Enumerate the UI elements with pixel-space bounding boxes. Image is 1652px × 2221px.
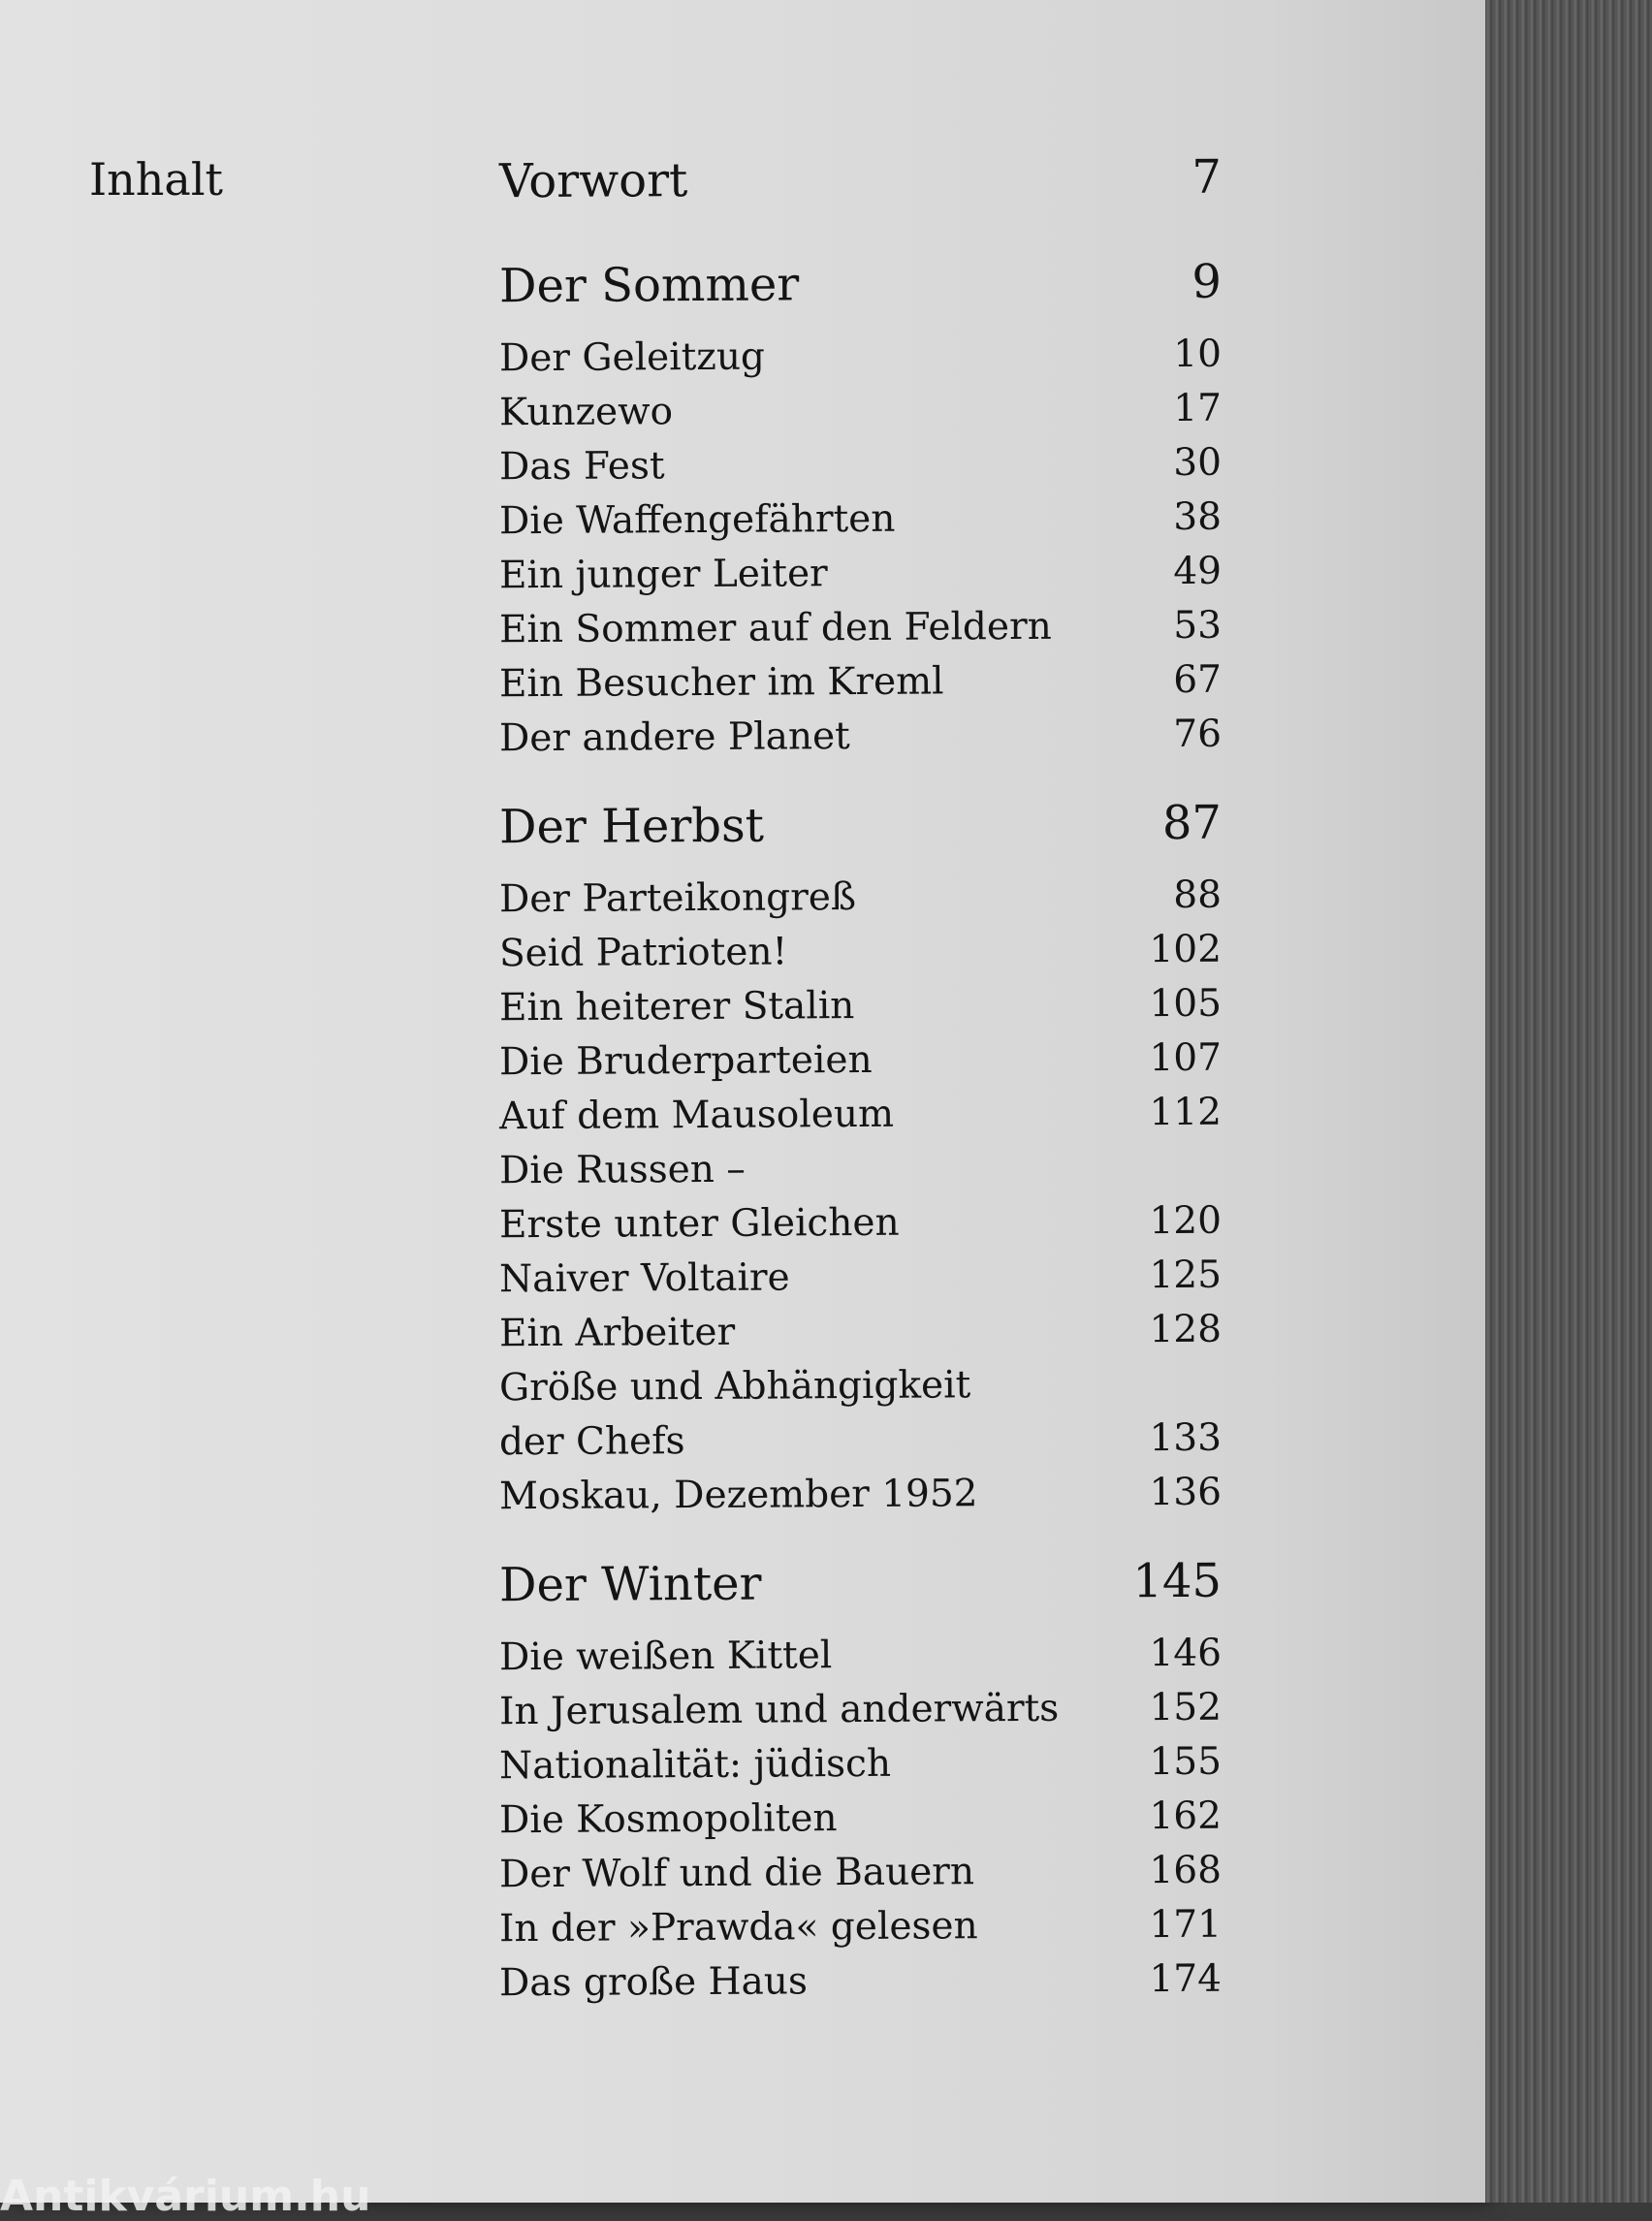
toc-section-title: Der Winter	[498, 1556, 762, 1613]
toc-entry-page: 102	[1149, 927, 1223, 972]
toc-entry-title: Auf dem Mausoleum	[498, 1092, 895, 1139]
toc-entry-title: Moskau, Dezember 1952	[498, 1472, 978, 1519]
toc-entry-title: Ein Arbeiter	[498, 1310, 736, 1356]
toc-entry-page: 107	[1149, 1035, 1223, 1081]
toc-entry	[499, 328, 1222, 387]
toc-entry-title: Ein Besucher im Kreml	[498, 659, 944, 707]
toc-entry	[499, 1681, 1222, 1740]
toc-entry-title: Die Kosmopoliten	[498, 1796, 838, 1843]
toc-section-header	[499, 789, 1222, 862]
toc-section-page: 87	[1161, 795, 1223, 851]
toc-entry-page: 76	[1173, 712, 1223, 757]
toc-entry	[499, 1086, 1222, 1145]
toc-section-entries	[499, 330, 1222, 764]
toc-section-winter	[499, 1549, 1222, 2009]
toc-entry-title: Kunzewo	[498, 390, 674, 435]
toc-entry-page: 7	[1191, 149, 1223, 205]
toc-entry	[499, 382, 1222, 441]
toc-entry	[499, 1627, 1222, 1686]
toc-entry	[499, 1735, 1222, 1794]
toc-entry-page: 10	[1173, 332, 1223, 377]
toc-entry-title: Die Russen –	[498, 1147, 746, 1193]
toc-section-sommer	[499, 250, 1222, 764]
toc-entry-title: Seid Patrioten!	[498, 930, 788, 976]
toc-entry	[499, 1031, 1222, 1091]
toc-entry-page: 162	[1149, 1793, 1223, 1839]
toc-entry-page: 155	[1149, 1739, 1223, 1785]
book-spine-shadow	[1485, 0, 1652, 2203]
toc-entry-title: Das große Haus	[498, 1959, 809, 2006]
toc-entry-title: Vorwort	[498, 153, 688, 209]
toc-entry-page: 67	[1173, 657, 1223, 703]
toc-entry-line1	[499, 1140, 1222, 1199]
toc-section-title: Der Sommer	[498, 257, 800, 314]
toc-entry-page: 168	[1149, 1848, 1223, 1893]
toc-entry-title: Nationalität: jüdisch	[498, 1741, 892, 1789]
toc-entry-title: Naiver Voltaire	[498, 1255, 790, 1302]
toc-section-entries	[499, 871, 1222, 1522]
toc-section-title: Der Herbst	[498, 798, 765, 855]
toc-entry-title: Ein Sommer auf den Feldern	[498, 604, 1052, 652]
toc-entry	[499, 1412, 1222, 1471]
toc-entry	[499, 923, 1222, 982]
toc-entry-vorwort	[499, 143, 1222, 216]
toc-entry-page: 152	[1149, 1685, 1223, 1730]
toc-entry	[499, 1898, 1222, 1957]
toc-entry-page: 17	[1173, 386, 1223, 431]
toc-entry-title: Der Geleitzug	[498, 334, 766, 381]
toc-entry-title: Die Bruderparteien	[498, 1037, 873, 1085]
toc-entry-title-continued: Erste unter Gleichen	[498, 1200, 900, 1248]
toc-entry	[499, 1194, 1222, 1253]
toc-entry-title: Der Parteikongreß	[498, 875, 857, 922]
toc-entry-line1	[499, 1357, 1222, 1416]
toc-entry	[499, 545, 1222, 604]
toc-entry-page: 120	[1149, 1198, 1223, 1244]
toc-entry-title-continued: der Chefs	[498, 1419, 685, 1465]
toc-entry-page: 128	[1149, 1307, 1223, 1352]
toc-entry	[499, 869, 1222, 928]
toc-section-header	[499, 248, 1222, 321]
toc-entry-page: 38	[1173, 494, 1223, 540]
toc-entry	[499, 977, 1222, 1036]
toc-entry-page: 112	[1149, 1090, 1223, 1135]
toc-entry-page: 174	[1149, 1956, 1223, 2002]
toc-entry-title: Ein junger Leiter	[498, 552, 828, 598]
toc-entry-title: Größe und Abhängigkeit	[498, 1363, 971, 1411]
toc-entry	[499, 653, 1222, 713]
toc-entry	[499, 491, 1222, 550]
toc-entry-title: In der »Prawda« gelesen	[498, 1904, 978, 1951]
toc-entry	[499, 436, 1222, 495]
toc-entry-title: Ein heiterer Stalin	[498, 984, 855, 1031]
toc-entry-title: Die Waffengefährten	[498, 496, 896, 544]
toc-section-page: 145	[1132, 1553, 1223, 1609]
toc-entry-page: 105	[1149, 981, 1223, 1027]
toc-entry	[499, 708, 1222, 767]
toc-entry-page: 49	[1173, 549, 1223, 594]
toc-entry	[499, 599, 1222, 658]
toc-entry-title: Das Fest	[498, 444, 665, 490]
toc-entry-title: Die weißen Kittel	[498, 1634, 833, 1680]
toc-entry-title: Der Wolf und die Bauern	[498, 1850, 975, 1897]
toc-entry-title: Der andere Planet	[498, 714, 850, 761]
toc-entry	[499, 1952, 1222, 2012]
contents-heading: Inhalt	[89, 153, 224, 206]
toc-entry-page: 133	[1149, 1415, 1223, 1461]
toc-section-herbst	[499, 791, 1222, 1522]
toc-entry-page: 30	[1173, 440, 1223, 486]
toc-entry-page: 146	[1149, 1631, 1223, 1676]
toc-section-entries	[499, 1629, 1222, 2009]
toc-entry	[499, 1466, 1222, 1525]
toc-entry-page: 125	[1149, 1253, 1223, 1298]
toc-entry	[499, 1303, 1222, 1362]
toc-entry-page: 53	[1173, 603, 1223, 649]
watermark: Antikvárium.hu	[0, 2172, 371, 2221]
toc-section-page: 9	[1191, 254, 1223, 309]
table-of-contents	[499, 145, 1222, 2009]
toc-entry	[499, 1249, 1222, 1308]
toc-section-header	[499, 1547, 1222, 1620]
toc-entry-page: 88	[1173, 873, 1223, 918]
toc-entry-page: 171	[1149, 1902, 1223, 1948]
toc-entry-page: 136	[1149, 1470, 1223, 1515]
toc-entry	[499, 1844, 1222, 1903]
toc-entry	[499, 1790, 1222, 1849]
toc-entry-title: In Jerusalem und anderwärts	[498, 1686, 1060, 1734]
